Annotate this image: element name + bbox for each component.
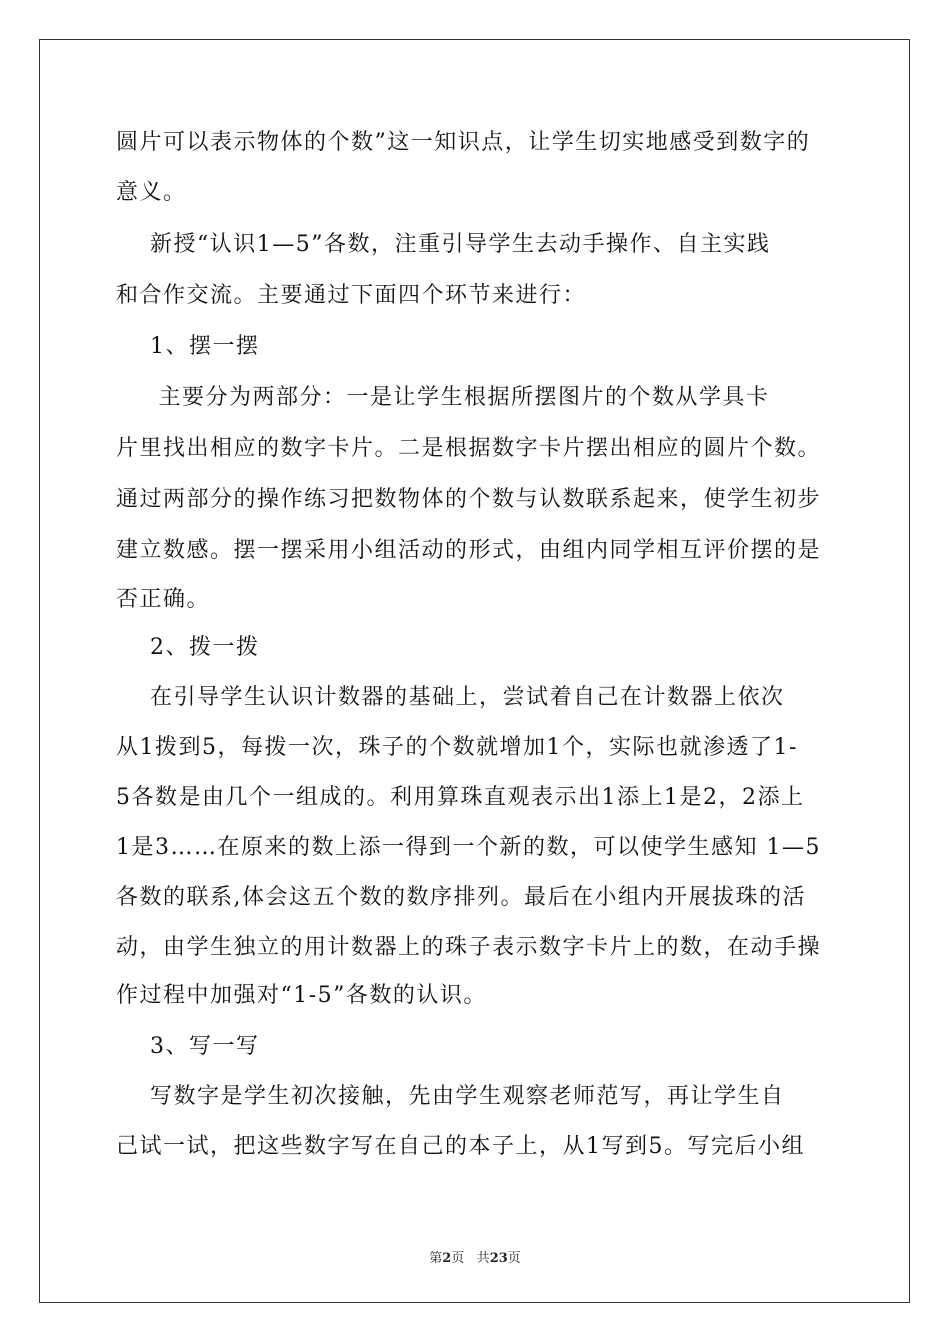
section-heading: 2、拨一拨 — [116, 635, 260, 660]
text-line: 写数字是学生初次接触，先由学生观察老师范写，再让学生自 — [116, 1084, 785, 1109]
text-line: 主要分为两部分：一是让学生根据所摆图片的个数从学具卡 — [116, 385, 770, 410]
text-line: 己试一试，把这些数字写在自己的本子上，从1写到5。写完后小组 — [116, 1134, 805, 1159]
text-line: 建立数感。摆一摆采用小组活动的形式，由组内同学相互评价摆的是 — [116, 538, 822, 563]
text-line: 意义。 — [116, 180, 187, 205]
section-heading: 3、写一写 — [116, 1034, 260, 1059]
text-line: 和合作交流。主要通过下面四个环节来进行： — [116, 283, 587, 308]
footer-page-suffix: 页 — [451, 1251, 465, 1266]
text-line: 动，由学生独立的用计数器上的珠子表示数字卡片上的数，在动手操 — [116, 935, 822, 960]
text-line: 新授“认识1—5”各数，注重引导学生去动手操作、自主实践 — [116, 232, 771, 257]
text-line: 圆片可以表示物体的个数”这一知识点，让学生切实地感受到数字的 — [116, 130, 811, 155]
text-line: 1是3……在原来的数上添一得到一个新的数，可以使学生感知 1—5 — [116, 835, 821, 860]
text-line: 通过两部分的操作练习把数物体的个数与认数联系起来，使学生初步 — [116, 487, 822, 512]
footer-total-prefix: 共 — [476, 1251, 490, 1266]
text-line: 片里找出相应的数字卡片。二是根据数字卡片摆出相应的圆片个数。 — [116, 436, 822, 461]
section-heading: 1、摆一摆 — [116, 334, 260, 359]
text-line: 5各数是由几个一组成的。利用算珠直观表示出1添上1是2，2添上 — [116, 785, 805, 810]
text-line: 作过程中加强对“1-5”各数的认识。 — [116, 983, 487, 1008]
page-border — [39, 39, 910, 1303]
text-line: 否正确。 — [116, 587, 211, 612]
page-footer — [0, 1247, 950, 1266]
text-line: 在引导学生认识计数器的基础上，尝试着自己在计数器上依次 — [116, 685, 785, 710]
footer-total-pages: 23 — [489, 1251, 508, 1266]
footer-total-suffix: 页 — [507, 1251, 521, 1266]
footer-page-number: 2 — [442, 1251, 452, 1266]
footer-prefix: 第 — [429, 1251, 443, 1266]
text-line: 从1拨到5，每拨一次，珠子的个数就增加1个，实际也就渗透了1- — [116, 735, 798, 760]
text-line: 各数的联系,体会这五个数的数序排列。最后在小组内开展拔珠的活 — [116, 885, 806, 910]
